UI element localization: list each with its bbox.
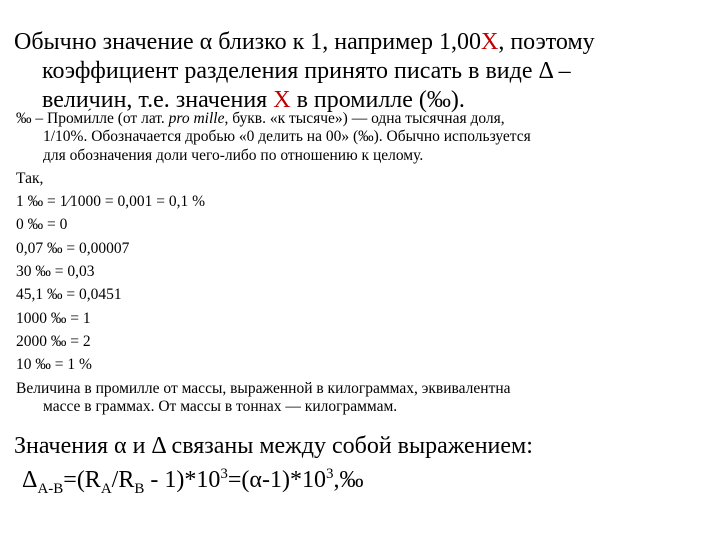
formula-part: - 1)*10 — [144, 467, 221, 493]
example-item: 0,07 ‰ = 0,00007 — [16, 239, 130, 257]
formula-part: /R — [111, 467, 135, 493]
example-item: 30 ‰ = 0,03 — [16, 263, 95, 281]
formula-subscript: A-B — [37, 480, 64, 497]
intro-line-1 — [14, 28, 704, 57]
intro-text: в промилле (‰). — [290, 87, 465, 113]
intro-paragraph — [14, 28, 704, 115]
formula-part: =(R — [63, 467, 101, 493]
formula-superscript: 3 — [325, 466, 334, 482]
intro-text: Обычно значение α близко к 1, например 1,00 — [14, 29, 481, 55]
example-item: 1000 ‰ = 1 — [16, 309, 91, 327]
relation-sentence — [14, 432, 704, 461]
relation-text: Значения α и Δ связаны между собой выражением: — [14, 433, 533, 459]
example-item: 0 ‰ = 0 — [16, 216, 68, 234]
formula-part: =(α-1)*10 — [227, 467, 326, 493]
latin-term: pro mille — [168, 110, 225, 127]
formula-subscript: B — [134, 480, 145, 497]
formula-subscript: A — [100, 480, 112, 497]
variable-x: X — [273, 87, 291, 113]
delta-symbol: Δ — [22, 467, 38, 493]
variable-x: X — [480, 29, 499, 55]
definition-line-1 — [16, 110, 706, 128]
formula-part: ,‰ — [333, 467, 364, 493]
definition-line-2: 1/10%. Обозначается дробью «0 делить на 00» (‰). Обычно используется — [43, 128, 531, 146]
formula — [22, 466, 363, 495]
intro-text: величин, т.е. значения — [42, 87, 274, 113]
intro-text: , поэтому — [498, 29, 595, 55]
definition-paragraph — [16, 110, 706, 416]
intro-line-2: коэффициент разделения принято писать в виде Δ – — [42, 58, 571, 84]
example-item: 10 ‰ = 1 % — [16, 356, 92, 374]
example-item: 45,1 ‰ = 0,0451 — [16, 286, 122, 304]
definition-text: ‰ – Проми́лле (от лат. — [16, 110, 169, 127]
example-item: 1 ‰ = 1⁄1000 = 0,001 = 0,1 % — [16, 193, 205, 211]
definition-line-3: для обозначения доли чего-либо по отношению к целому. — [43, 146, 424, 164]
mass-note-line-2: массе в граммах. От массы в тоннах — килограммам. — [43, 397, 398, 415]
example-item: 2000 ‰ = 2 — [16, 332, 91, 350]
definition-text: , букв. «к тысяче») — одна тысячная доля, — [224, 110, 505, 127]
examples-intro: Так, — [16, 169, 44, 187]
formula-superscript: 3 — [220, 466, 228, 482]
mass-note-line-1: Величина в промилле от массы, выраженной в килограммах, эквивалентна — [16, 379, 511, 397]
